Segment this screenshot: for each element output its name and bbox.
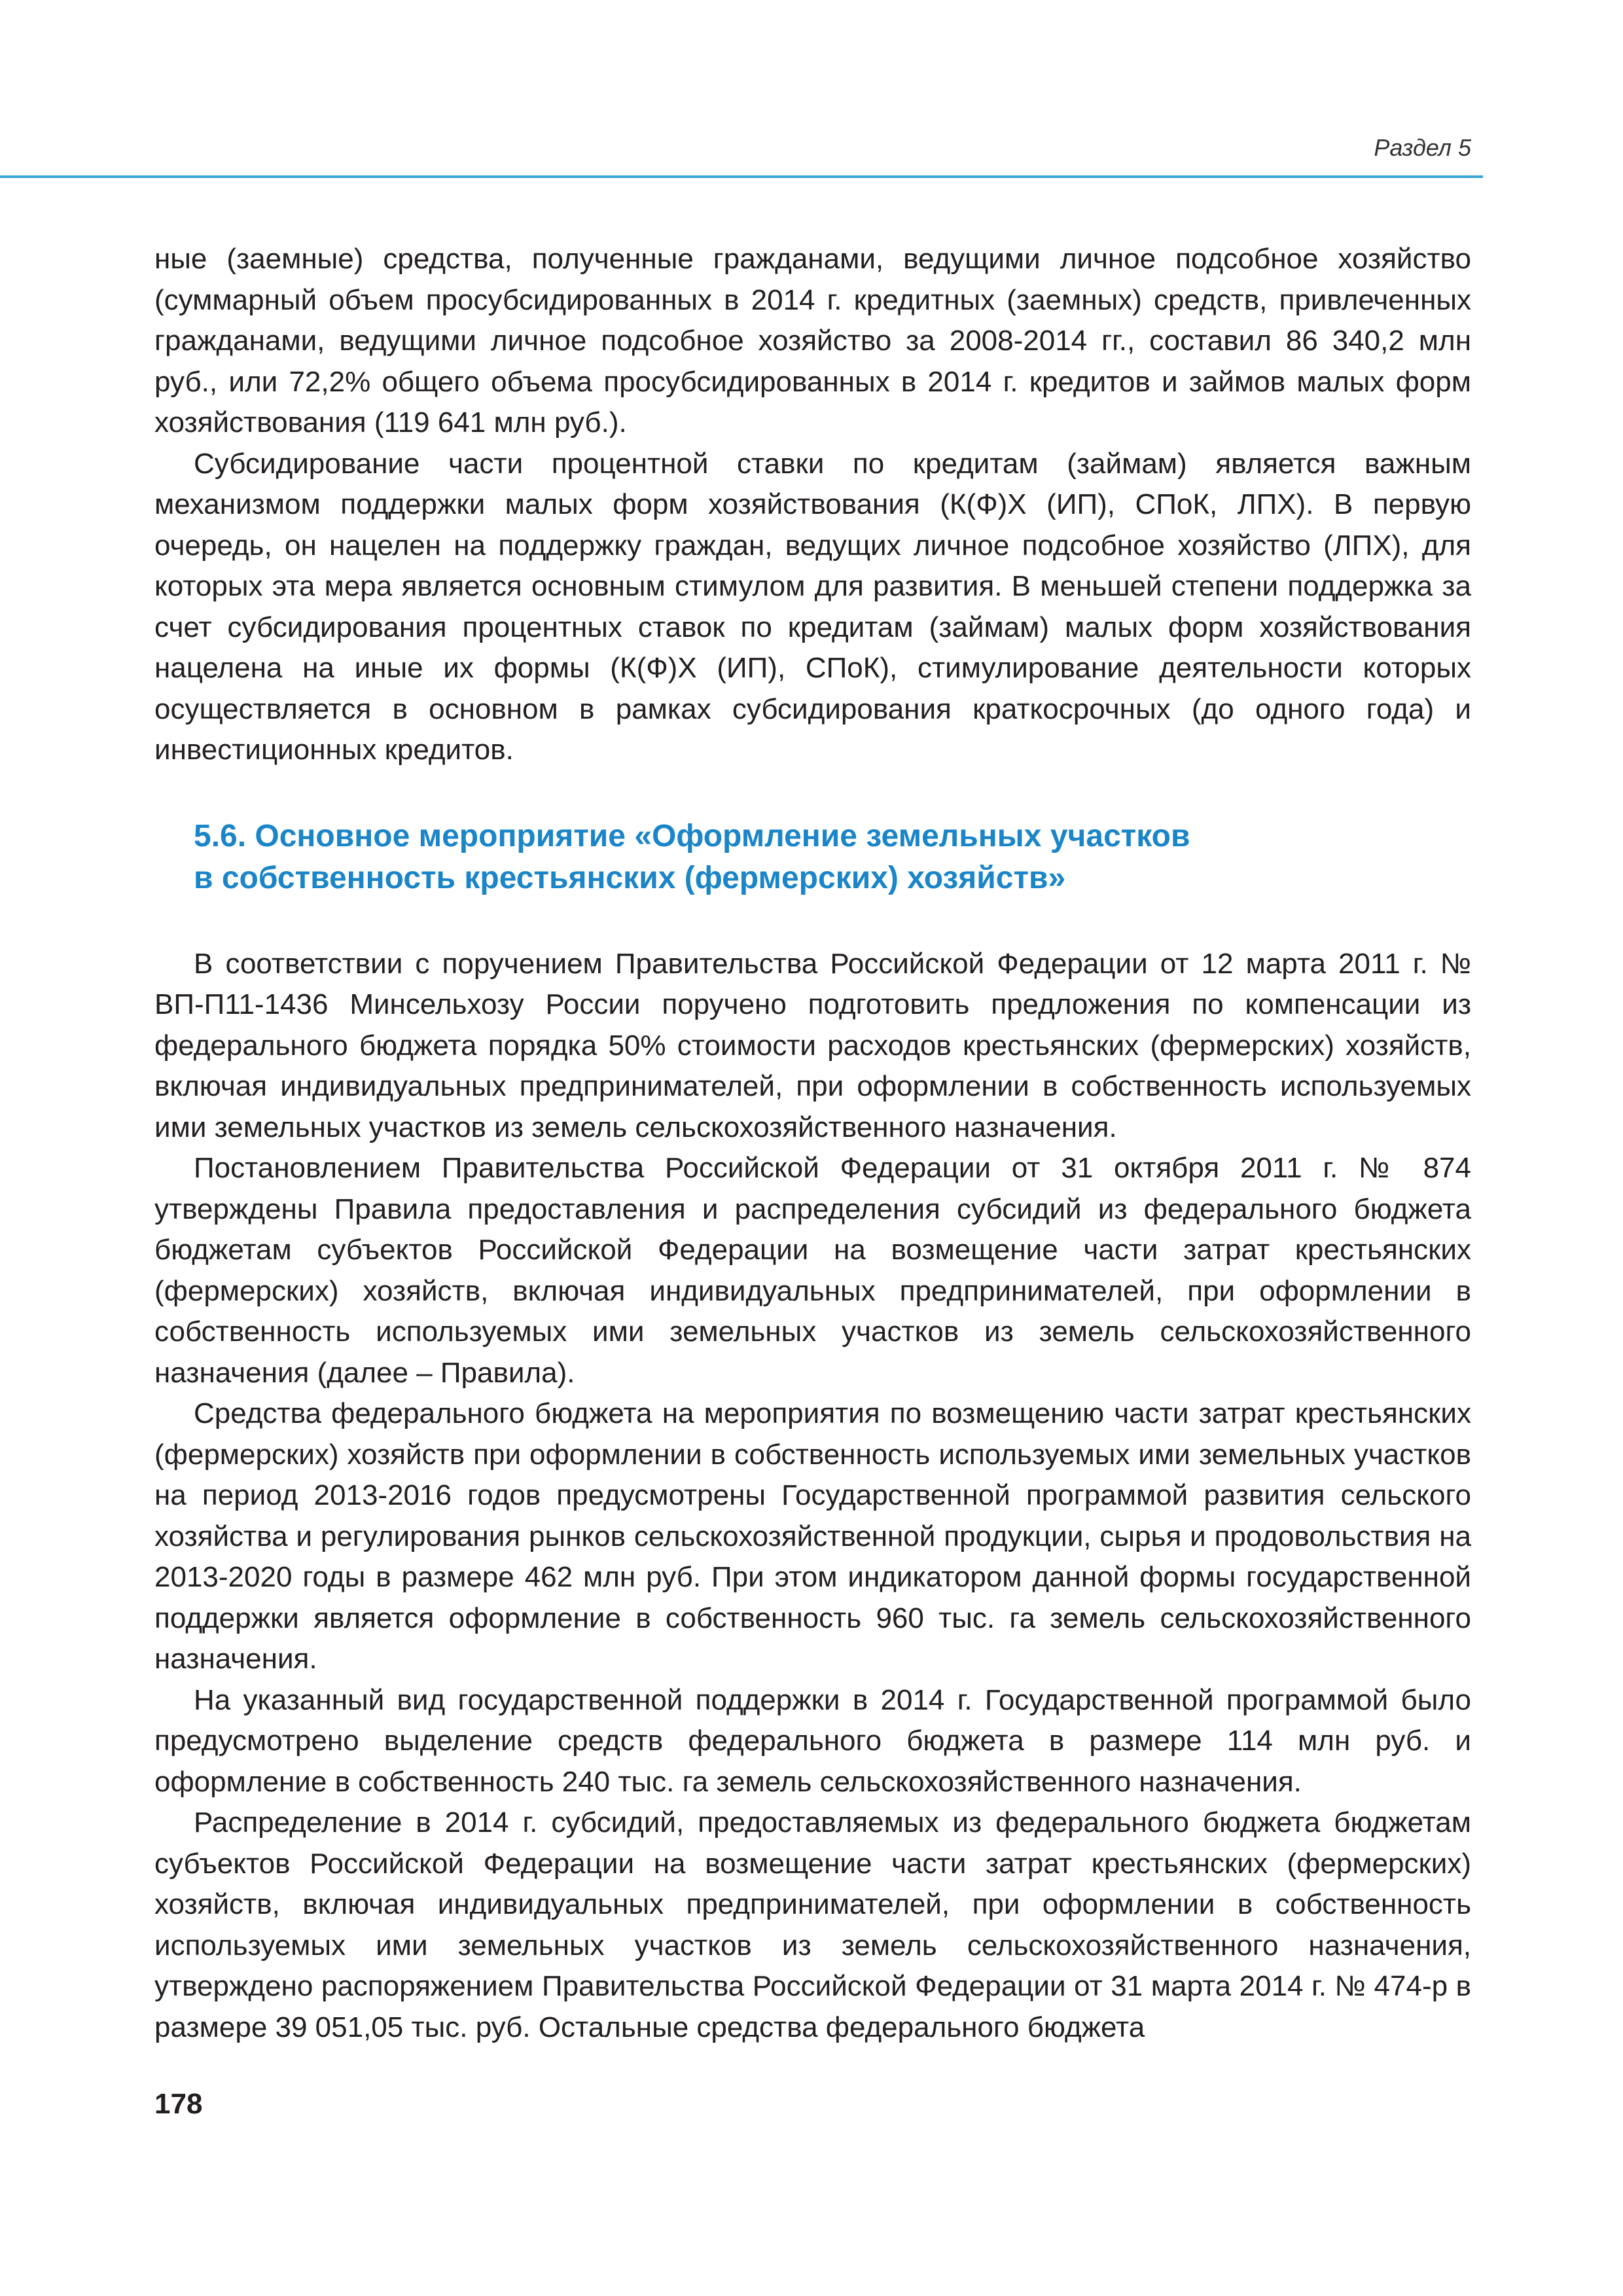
paragraph-2014-distribution: Распределение в 2014 г. субсидий, предоставляемых из федерального бюджета бюджетам субъектов Российской Федерации на возмещение части затрат крестьянских (фермерских) хозяйств, включая индивидуальных предпринимателей, при оформлении в собственность используемых ими земельных участков из земель сельскохозяйственного назначения, утверждено распоряжением Правительства Российской Федерации от 31 марта 2014 г. № 474-р в размере 39 051,05 тыс. руб. Остальные средства федерального бюджета xyxy=(154,1806,1471,2043)
section-heading-line-1: 5.6. Основное мероприятие «Оформление земельных участков xyxy=(194,818,1190,853)
paragraph-2014-support: На указанный вид государственной поддержки в 2014 г. Государственной программой было предусмотрено выделение средств федерального бюджета в размере 114 млн руб. и оформление в собственность 240 тыс. га земель сельскохозяйственного назначения. xyxy=(154,1683,1471,1798)
paragraph-resolution-874: Постановлением Правительства Российской Федерации от 31 октября 2011 г. № 874 утверждены Правила предоставления и распределения субсидий из федерального бюджета бюджетам субъектов Российской Федерации на возмещение части затрат крестьянских (фермерских) хозяйств, включая индивидуальных предпринимателей, при оформлении в собственность используемых ими земельных участков из земель сельскохозяйственного назначения (далее – Правила). xyxy=(154,1152,1471,1389)
paragraph-continuation: ные (заемные) средства, полученные гражданами, ведущими личное подсобное хозяйство (суммарный объем просубсидированных в 2014 г. кредитных (заемных) средств, привлеченных гражданами, ведущими личное подсобное хозяйство за 2008-2014 гг., составил 86 340,2 млн руб., или 72,2% общего объема просубсидированных в 2014 г. кредитов и займов малых форм хозяйствования (119 641 млн руб.). xyxy=(154,243,1471,439)
paragraph-federal-funds: Средства федерального бюджета на мероприятия по возмещению части затрат крестьянских (фермерских) хозяйств при оформлении в собственность используемых ими земельных участков на период 2013-2016 годов предусмотрены Государственной программой развития сельского хозяйства и регулирования рынков сельскохозяйственной продукции, сырья и продовольствия на 2013-2020 годы в размере 462 млн руб. При этом индикатором данной формы государственной поддержки является оформление в собственность 960 тыс. га земель сельскохозяйственного назначения. xyxy=(154,1397,1471,1675)
header-divider xyxy=(0,175,1483,178)
section-heading xyxy=(194,816,1471,899)
page-number: 178 xyxy=(154,2088,203,2120)
paragraph-interest-subsidy: Субсидирование части процентной ставки по кредитам (займам) является важным механизмом поддержки малых форм хозяйствования (К(Ф)Х (ИП), СПоК, ЛПХ). В первую очередь, он нацелен на поддержку граждан, ведущих личное подсобное хозяйство (ЛПХ), для которых эта мера является основным стимулом для развития. В меньшей степени поддержка за счет субсидирования процентных ставок по кредитам (займам) малых форм хозяйствования нацелена на иные их формы (К(Ф)Х (ИП), СПоК), стимулирование деятельности которых осуществляется в основном в рамках субсидирования краткосрочных (до одного года) и инвестиционных кредитов. xyxy=(154,447,1471,766)
running-header-section-label: Раздел 5 xyxy=(1374,134,1471,161)
paragraph-government-order: В соответствии с поручением Правительства Российской Федерации от 12 марта 2011 г. № ВП-П11-1436 Минсельхозу России поручено подготовить предложения по компенсации из федерального бюджета порядка 50% стоимости расходов крестьянских (фермерских) хозяйств, включая индивидуальных предпринимателей, при оформлении в собственность используемых ими земельных участков из земель сельскохозяйственного назначения. xyxy=(154,947,1471,1143)
page-body xyxy=(154,239,1471,2048)
section-heading-line-2: в собственность крестьянских (фермерских) хозяйств» xyxy=(194,860,1066,895)
